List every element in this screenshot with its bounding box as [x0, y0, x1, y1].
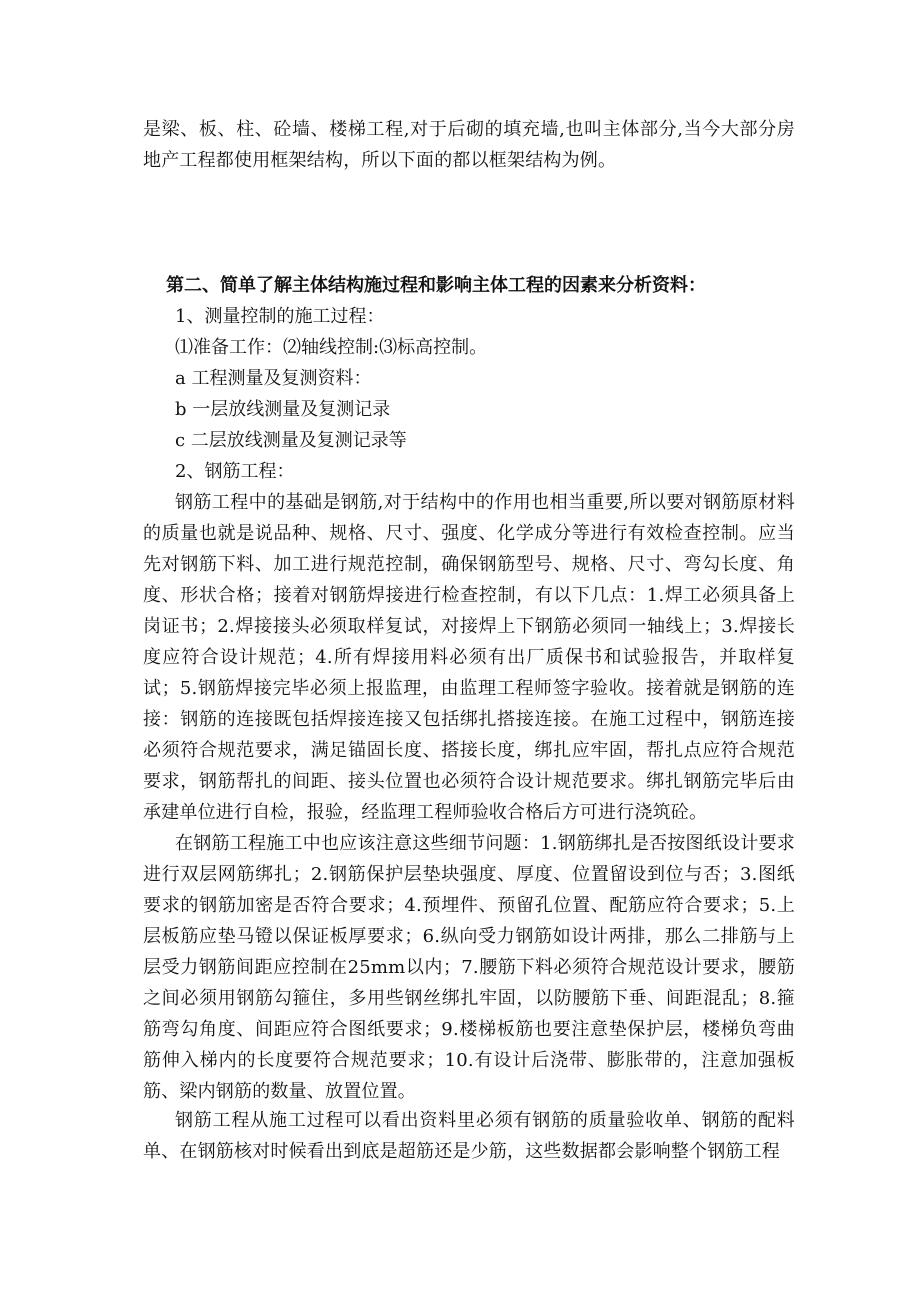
item-1-steps: ⑴准备工作：⑵轴线控制:⑶标高控制。	[175, 337, 488, 358]
item-1-sub-b: b 一层放线测量及复测记录	[175, 399, 391, 420]
paragraph-rebar-3: 钢筋工程从施工过程可以看出资料里必须有钢筋的质量验收单、钢筋的配料单、在钢筋核对时候看出到底是超筋还是少筋，这些数据都会影响整个钢筋工程	[143, 1110, 795, 1162]
item-1-sub-c: c 二层放线测量及复测记录等	[175, 430, 407, 451]
item-1-title: 1、测量控制的施工过程：	[175, 306, 385, 327]
paragraph-rebar-1: 钢筋工程中的基础是钢筋,对于结构中的作用也相当重要,所以要对钢筋原材料的质量也就是说品种、规格、尺寸、强度、化学成分等进行有效检查控制。应当先对钢筋下料、加工进行规范控制，确保钢筋型号、规格、尺寸、弯勾长度、角度、形状合格；接着对钢筋焊接进行检查控制，有以下几点：1.焊工必须具备上岗证书；2.焊接接头必须取样复试，对接焊上下钢筋必须同一轴线上；3.焊接长度应符合设计规范；4.所有焊接用料必须有出厂质保书和试验报告，并取样复试；5.钢筋焊接完毕必须上报监理，由监理工程师签字验收。接着就是钢筋的连接：钢筋的连接既包括焊接连接又包括绑扎搭接连接。在施工过程中，钢筋连接必须符合规范要求，满足锚固长度、搭接长度，绑扎应牢固，帮扎点应符合规范要求，钢筋帮扎的间距、接头位置也必须符合设计规范要求。绑扎钢筋完毕后由承建单位进行自检，报验，经监理工程师验收合格后方可进行浇筑砼。	[143, 492, 795, 823]
paragraph-rebar-2: 在钢筋工程施工中也应该注意这些细节问题：1.钢筋绑扎是否按图纸设计要求进行双层网筋绑扎；2.钢筋保护层垫块强度、厚度、位置留设到位与否；3.图纸要求的钢筋加密是否符合要求；4.预埋件、预留孔位置、配筋应符合要求；5.上层板筋应垫马镫以保证板厚要求；6.纵向受力钢筋如设计两排，那么二排筋与上层受力钢筋间距应控制在25mm以内；7.腰筋下料必须符合规范设计要求，腰筋之间必须用钢筋勾箍住，多用些钢丝绑扎牢固，以防腰筋下垂、间距混乱；8.箍筋弯勾角度、间距应符合图纸要求；9.楼梯板筋也要注意垫保护层，楼梯负弯曲筋伸入梯内的长度要符合规范要求；10.有设计后浇带、膨胀带的，注意加强板筋、梁内钢筋的数量、放置位置。	[143, 833, 795, 1102]
item-1-sub-a: a 工程测量及复测资料：	[175, 368, 372, 389]
section-heading: 第二、简单了解主体结构施过程和影响主体工程的因素来分析资料：	[166, 275, 706, 296]
item-2-title: 2、钢筋工程：	[175, 461, 295, 482]
intro-paragraph: 是梁、板、柱、砼墙、楼梯工程,对于后砌的填充墙,也叫主体部分,当今大部分房地产工程都使用框架结构，所以下面的都以框架结构为例。	[143, 119, 795, 171]
